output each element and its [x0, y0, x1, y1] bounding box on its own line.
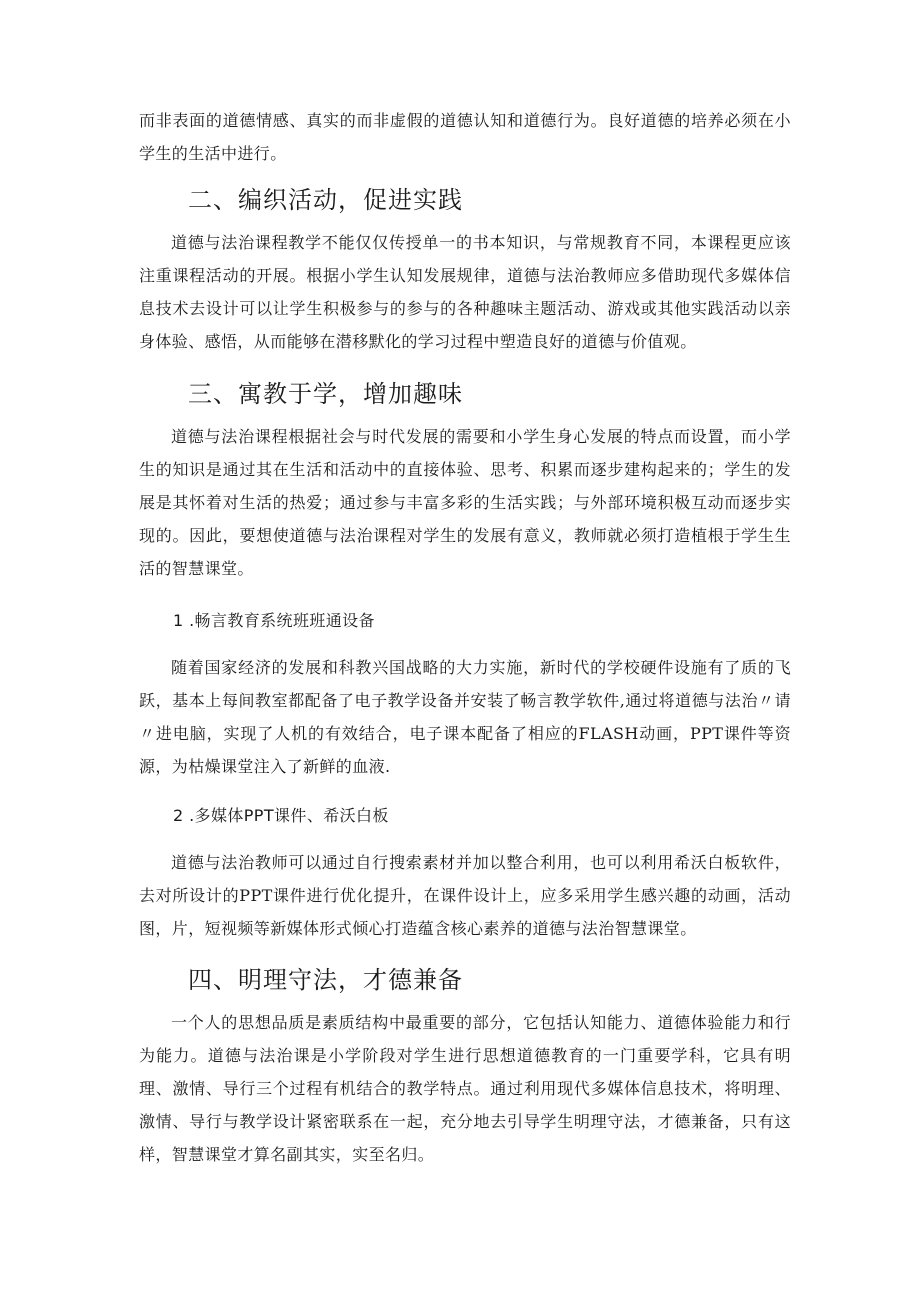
- paragraph-subsection-2: [139, 846, 791, 945]
- paragraph-section-2: [139, 226, 791, 358]
- paragraph-text: 而非表面的道德情感、真实的而非虚假的道德认知和道德行为。良好道德的培养必须在小学生的生活中进行。: [139, 111, 791, 163]
- subheading-1: 1 .畅言教育系统班班通设备: [173, 611, 375, 630]
- paragraph-continuation: [139, 104, 791, 170]
- paragraph-section-3: [139, 420, 791, 585]
- subheading-2: 2 .多媒体PPT课件、希沃白板: [173, 806, 389, 825]
- section-heading-3: 三、寓教于学，增加趣味: [188, 380, 463, 408]
- paragraph-section-4: [139, 1006, 791, 1171]
- paragraph-text: 道德与法治课程根据社会与时代发展的需要和小学生身心发展的特点而设置，而小学生的知识是通过其在生活和活动中的直接体验、思考、积累而逐步建构起来的；学生的发展是其怀着对生活的热爱；通过参与丰富多彩的生活实践；与外部环境积极互动而逐步实现的。因此，要想使道德与法治课程对学生的发展有意义，教师就必须打造植根于学生生活的智慧课堂。: [139, 427, 791, 578]
- paragraph-subsection-1: [139, 651, 791, 783]
- paragraph-text: 一个人的思想品质是素质结构中最重要的部分，它包括认知能力、道德体验能力和行为能力。道德与法治课是小学阶段对学生进行思想道德教育的一门重要学科，它具有明理、激情、导行三个过程有机结合的教学特点。通过利用现代多媒体信息技术，将明理、激情、导行与教学设计紧密联系在一起，充分地去引导学生明理守法，才德兼备，只有这样，智慧课堂才算名副其实，实至名归。: [139, 1013, 791, 1164]
- paragraph-text: 道德与法治教师可以通过自行搜索素材并加以整合利用，也可以利用希沃白板软件，去对所设计的PPT课件进行优化提升，在课件设计上，应多采用学生感兴趣的动画，活动图，片，短视频等新媒体形式倾心打造蕴含核心素养的道德与法治智慧课堂。: [139, 853, 791, 938]
- section-heading-4: 四、明理守法，才德兼备: [188, 966, 463, 994]
- paragraph-text: 随着国家经济的发展和科教兴国战略的大力实施，新时代的学校硬件设施有了质的飞跃，基本上每间教室都配备了电子教学设备并安装了畅言教学软件,通过将道德与法治〃请〃进电脑，实现了人机的有效结合，电子课本配备了相应的FLASH动画，PPT课件等资源，为枯燥课堂注入了新鲜的血液.: [139, 658, 791, 776]
- section-heading-2: 二、编织活动，促进实践: [188, 186, 463, 214]
- paragraph-text: 道德与法治课程教学不能仅仅传授单一的书本知识，与常规教育不同，本课程更应该注重课程活动的开展。根据小学生认知发展规律，道德与法治教师应多借助现代多媒体信息技术去设计可以让学生积极参与的参与的各种趣味主题活动、游戏或其他实践活动以亲身体验、感悟，从而能够在潜移默化的学习过程中塑造良好的道德与价值观。: [139, 233, 791, 351]
